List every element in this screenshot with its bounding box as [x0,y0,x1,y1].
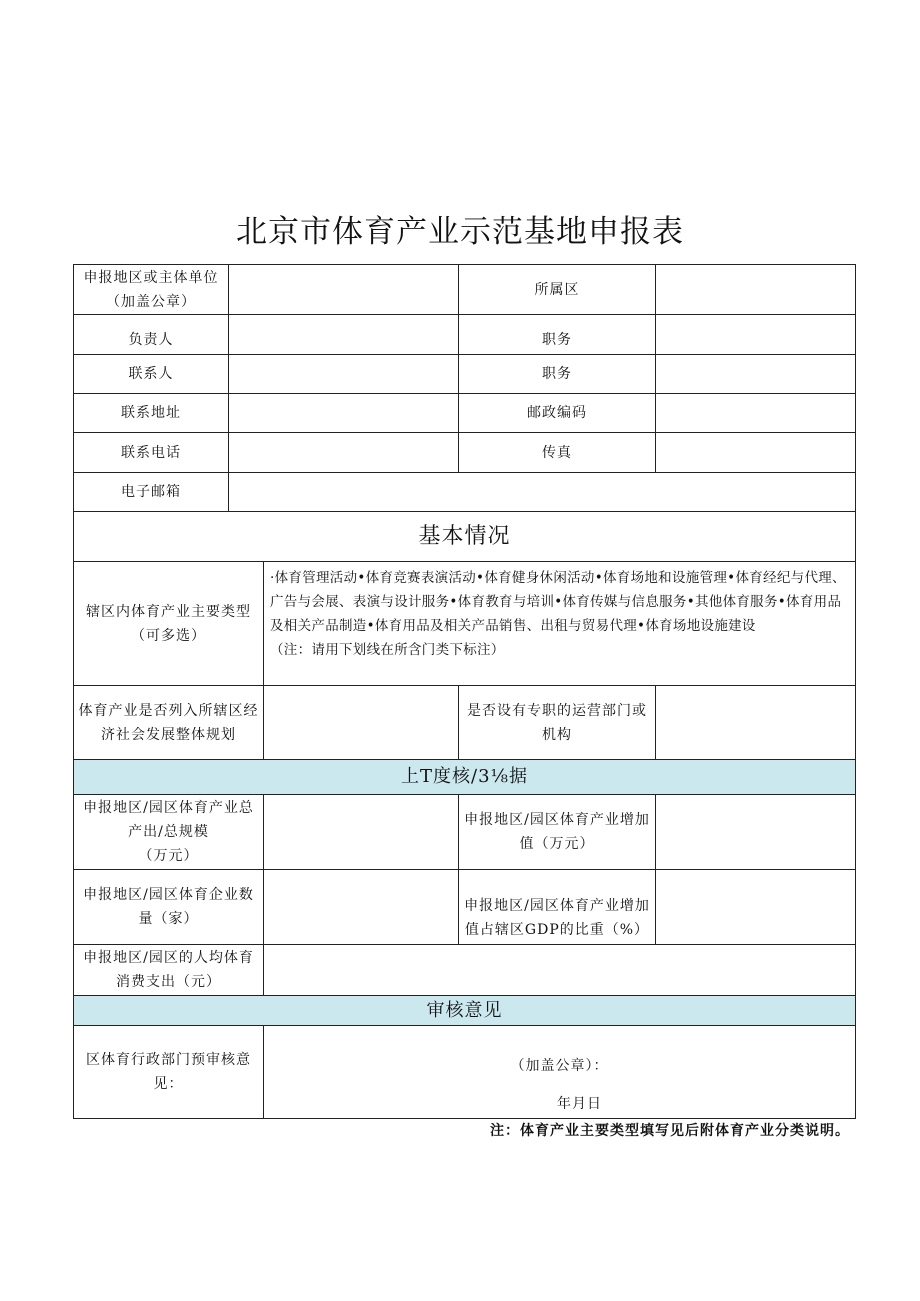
review-label-line2: 见： [153,1076,184,1092]
gdp-ratio-input[interactable] [655,869,856,945]
per-capita-input[interactable] [263,944,856,996]
leader-input[interactable] [228,314,459,355]
review-opinion-input[interactable] [263,1025,856,1119]
operation-dept-label-line2: 机构 [542,726,572,743]
planning-input[interactable] [263,685,459,760]
applicant-label [73,264,229,315]
section-review: 审核意见 [73,995,856,1026]
phone-label: 联系电话 [73,432,229,473]
review-stamp: （加盖公章）： [510,1058,609,1074]
leader-position-input[interactable] [655,314,856,355]
industry-type-label-line2: （可多选） [131,627,206,644]
added-value-label-line2: 值（万元） [519,836,595,852]
review-label [73,1025,264,1119]
added-value-label [458,794,656,870]
gdp-ratio-label-line1: 申报地区/园区体育产业增加 [464,898,650,914]
address-input[interactable] [228,393,459,433]
total-output-label [73,794,264,870]
total-output-label-line1: 申报地区/园区体育产业总 [83,800,254,816]
contact-input[interactable] [228,354,459,394]
postcode-input[interactable] [655,393,856,433]
email-label: 电子邮箱 [73,472,229,512]
leader-position-label: 职务 [458,314,656,355]
added-value-label-line1: 申报地区/园区体育产业增加 [464,812,650,828]
enterprise-count-label-line2: 量（家） [138,911,199,927]
review-label-line1: 区体育行政部门预审核意 [86,1052,251,1068]
industry-type-label-line1: 辖区内体育产业主要类型 [86,603,251,620]
enterprise-count-label [73,869,264,945]
per-capita-label-line1: 申报地区/园区的人均体育 [83,950,254,966]
gdp-ratio-label [458,869,656,945]
form-title: 北京市体育产业示范基地申报表 [236,214,684,250]
phone-input[interactable] [228,432,459,473]
gdp-ratio-label-line2: 值占辖区GDP的比重（%） [464,922,650,938]
industry-type-list[interactable]: ·体育管理活动•体育竞赛表演活动•体育健身休闲活动•体育场地和设施管理•体育经纪与代理、广告与会展、表演与设计服务•体育教育与培训•体育传媒与信息服务•其他体育服务•体育用品及相关产品制造•体育用品及相关产品销售、出租与贸易代理•体育场地设施建设 [270,570,846,634]
total-output-label-line3: （万元） [138,848,199,864]
postcode-label: 邮政编码 [458,393,656,433]
planning-label-line2: 济社会发展整体规划 [101,726,236,743]
industry-type-note: （注：请用下划线在所含门类下标注） [270,642,505,658]
applicant-input[interactable] [228,264,459,315]
contact-position-input[interactable] [655,354,856,394]
fax-label: 传真 [458,432,656,473]
operation-dept-label [458,685,656,760]
enterprise-count-label-line1: 申报地区/园区体育企业数 [83,887,254,903]
fax-input[interactable] [655,432,856,473]
applicant-label-line1: 申报地区或主体单位 [83,269,219,286]
total-output-label-line2: 产出/总规模 [128,824,209,840]
planning-label-line1: 体育产业是否列入所辖区经 [78,702,259,719]
applicant-label-line2: （加盖公章） [106,293,196,310]
industry-type-label [73,561,264,686]
contact-label: 联系人 [73,354,229,394]
section-basic-info: 基本情况 [73,511,856,562]
enterprise-count-input[interactable] [263,869,459,945]
district-label: 所属区 [458,264,656,315]
leader-label: 负责人 [73,314,229,355]
email-input[interactable] [228,472,856,512]
footnote: 注：体育产业主要类型填写见后附体育产业分类说明。 [490,1123,850,1139]
planning-label [73,685,264,760]
address-label: 联系地址 [73,393,229,433]
per-capita-label [73,944,264,996]
per-capita-label-line2: 消费支出（元） [116,974,221,990]
added-value-input[interactable] [655,794,856,870]
operation-dept-label-line1: 是否设有专职的运营部门或 [467,702,647,719]
district-input[interactable] [655,264,856,315]
operation-dept-input[interactable] [655,685,856,760]
review-date: 年月日 [557,1096,602,1112]
section-annual-data: 上T度核∕3⅛据 [73,759,856,795]
contact-position-label: 职务 [458,354,656,394]
industry-type-options[interactable] [263,561,856,686]
total-output-input[interactable] [263,794,459,870]
